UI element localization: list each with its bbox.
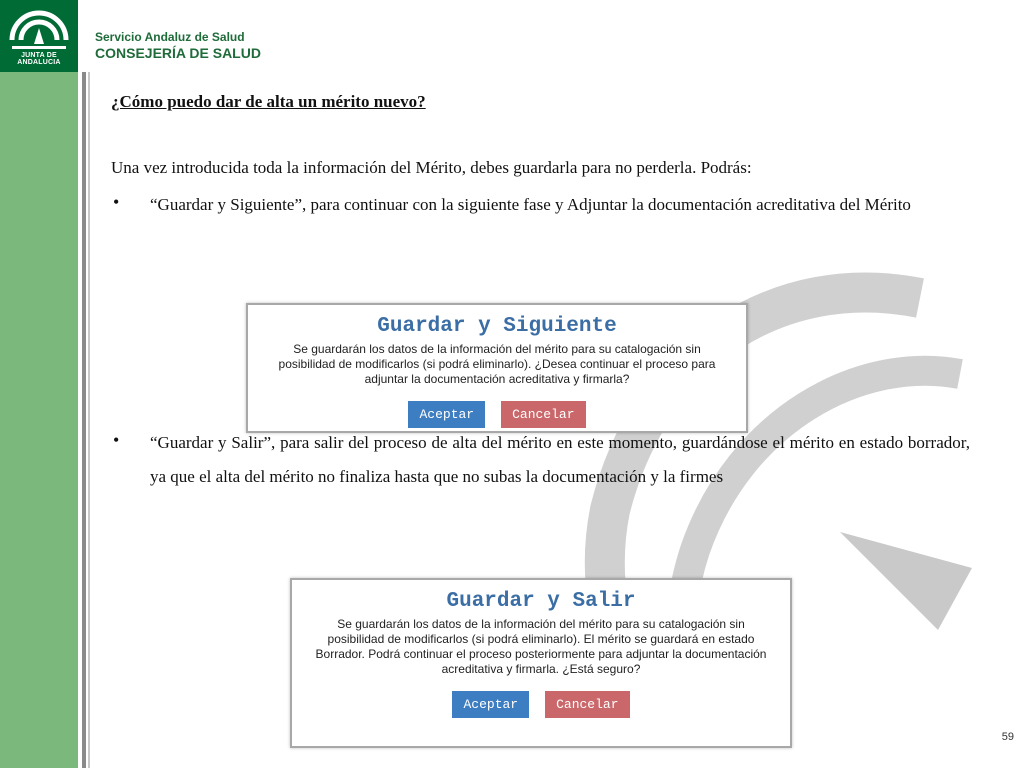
org-line-2: CONSEJERÍA DE SALUD [95,45,261,61]
vertical-divider-light [88,72,90,768]
dialog-guardar-siguiente [246,303,748,433]
dialog-title: Guardar y Salir [446,590,636,613]
bullet-marker: • [113,430,120,450]
junta-emblem-icon [8,6,70,52]
page-heading: ¿Cómo puedo dar de alta un mérito nuevo? [111,92,426,111]
dialog-buttons [248,401,746,428]
intro-text: Una vez introducida toda la información del Mérito, debes guardarla para no perderla. Podrás: [111,158,752,177]
org-line-1: Servicio Andaluz de Salud [95,30,245,44]
cancel-button[interactable]: Cancelar [545,691,629,718]
accept-button[interactable]: Aceptar [408,401,485,428]
bullet-marker: • [113,192,120,212]
junta-logo [0,0,78,72]
vertical-divider [82,72,86,768]
dialog-title: Guardar y Siguiente [377,315,617,338]
organization-name [95,30,261,62]
page-number: 59 [1001,731,1014,743]
bullet-guardar-siguiente: “Guardar y Siguiente”, para continuar con la siguiente fase y Adjuntar la documentación acreditativa del Mérito [150,195,911,214]
dialog-message: Se guardarán los datos de la información del mérito para su catalogación sin posibilidad de modificarlos (si podrá eliminarlo). ¿Desea continuar el proceso para adjuntar la documentación acreditativa y firmarla? [278,342,716,386]
cancel-button[interactable]: Cancelar [501,401,585,428]
accept-button[interactable]: Aceptar [452,691,529,718]
dialog-message: Se guardarán los datos de la información del mérito para su catalogación sin posibilidad de modificarlos (si podrá eliminarlo). El mérito se guardará en estado Borrador. Podrá continuar el proceso posteriormente para adjuntar la documentación acreditativa y firmarla. ¿Está seguro? [315,617,767,676]
bullet-guardar-salir: “Guardar y Salir”, para salir del proceso de alta del mérito en este momento, guardándose el mérito en estado borrador, ya que el alta del mérito no finaliza hasta que no subas la documentación y la firmes [150,433,970,486]
dialog-guardar-salir [290,578,792,748]
dialog-buttons [292,691,790,718]
logo-caption: JUNTA DE ANDALUCIA [17,52,61,66]
left-sidebar [0,0,78,768]
